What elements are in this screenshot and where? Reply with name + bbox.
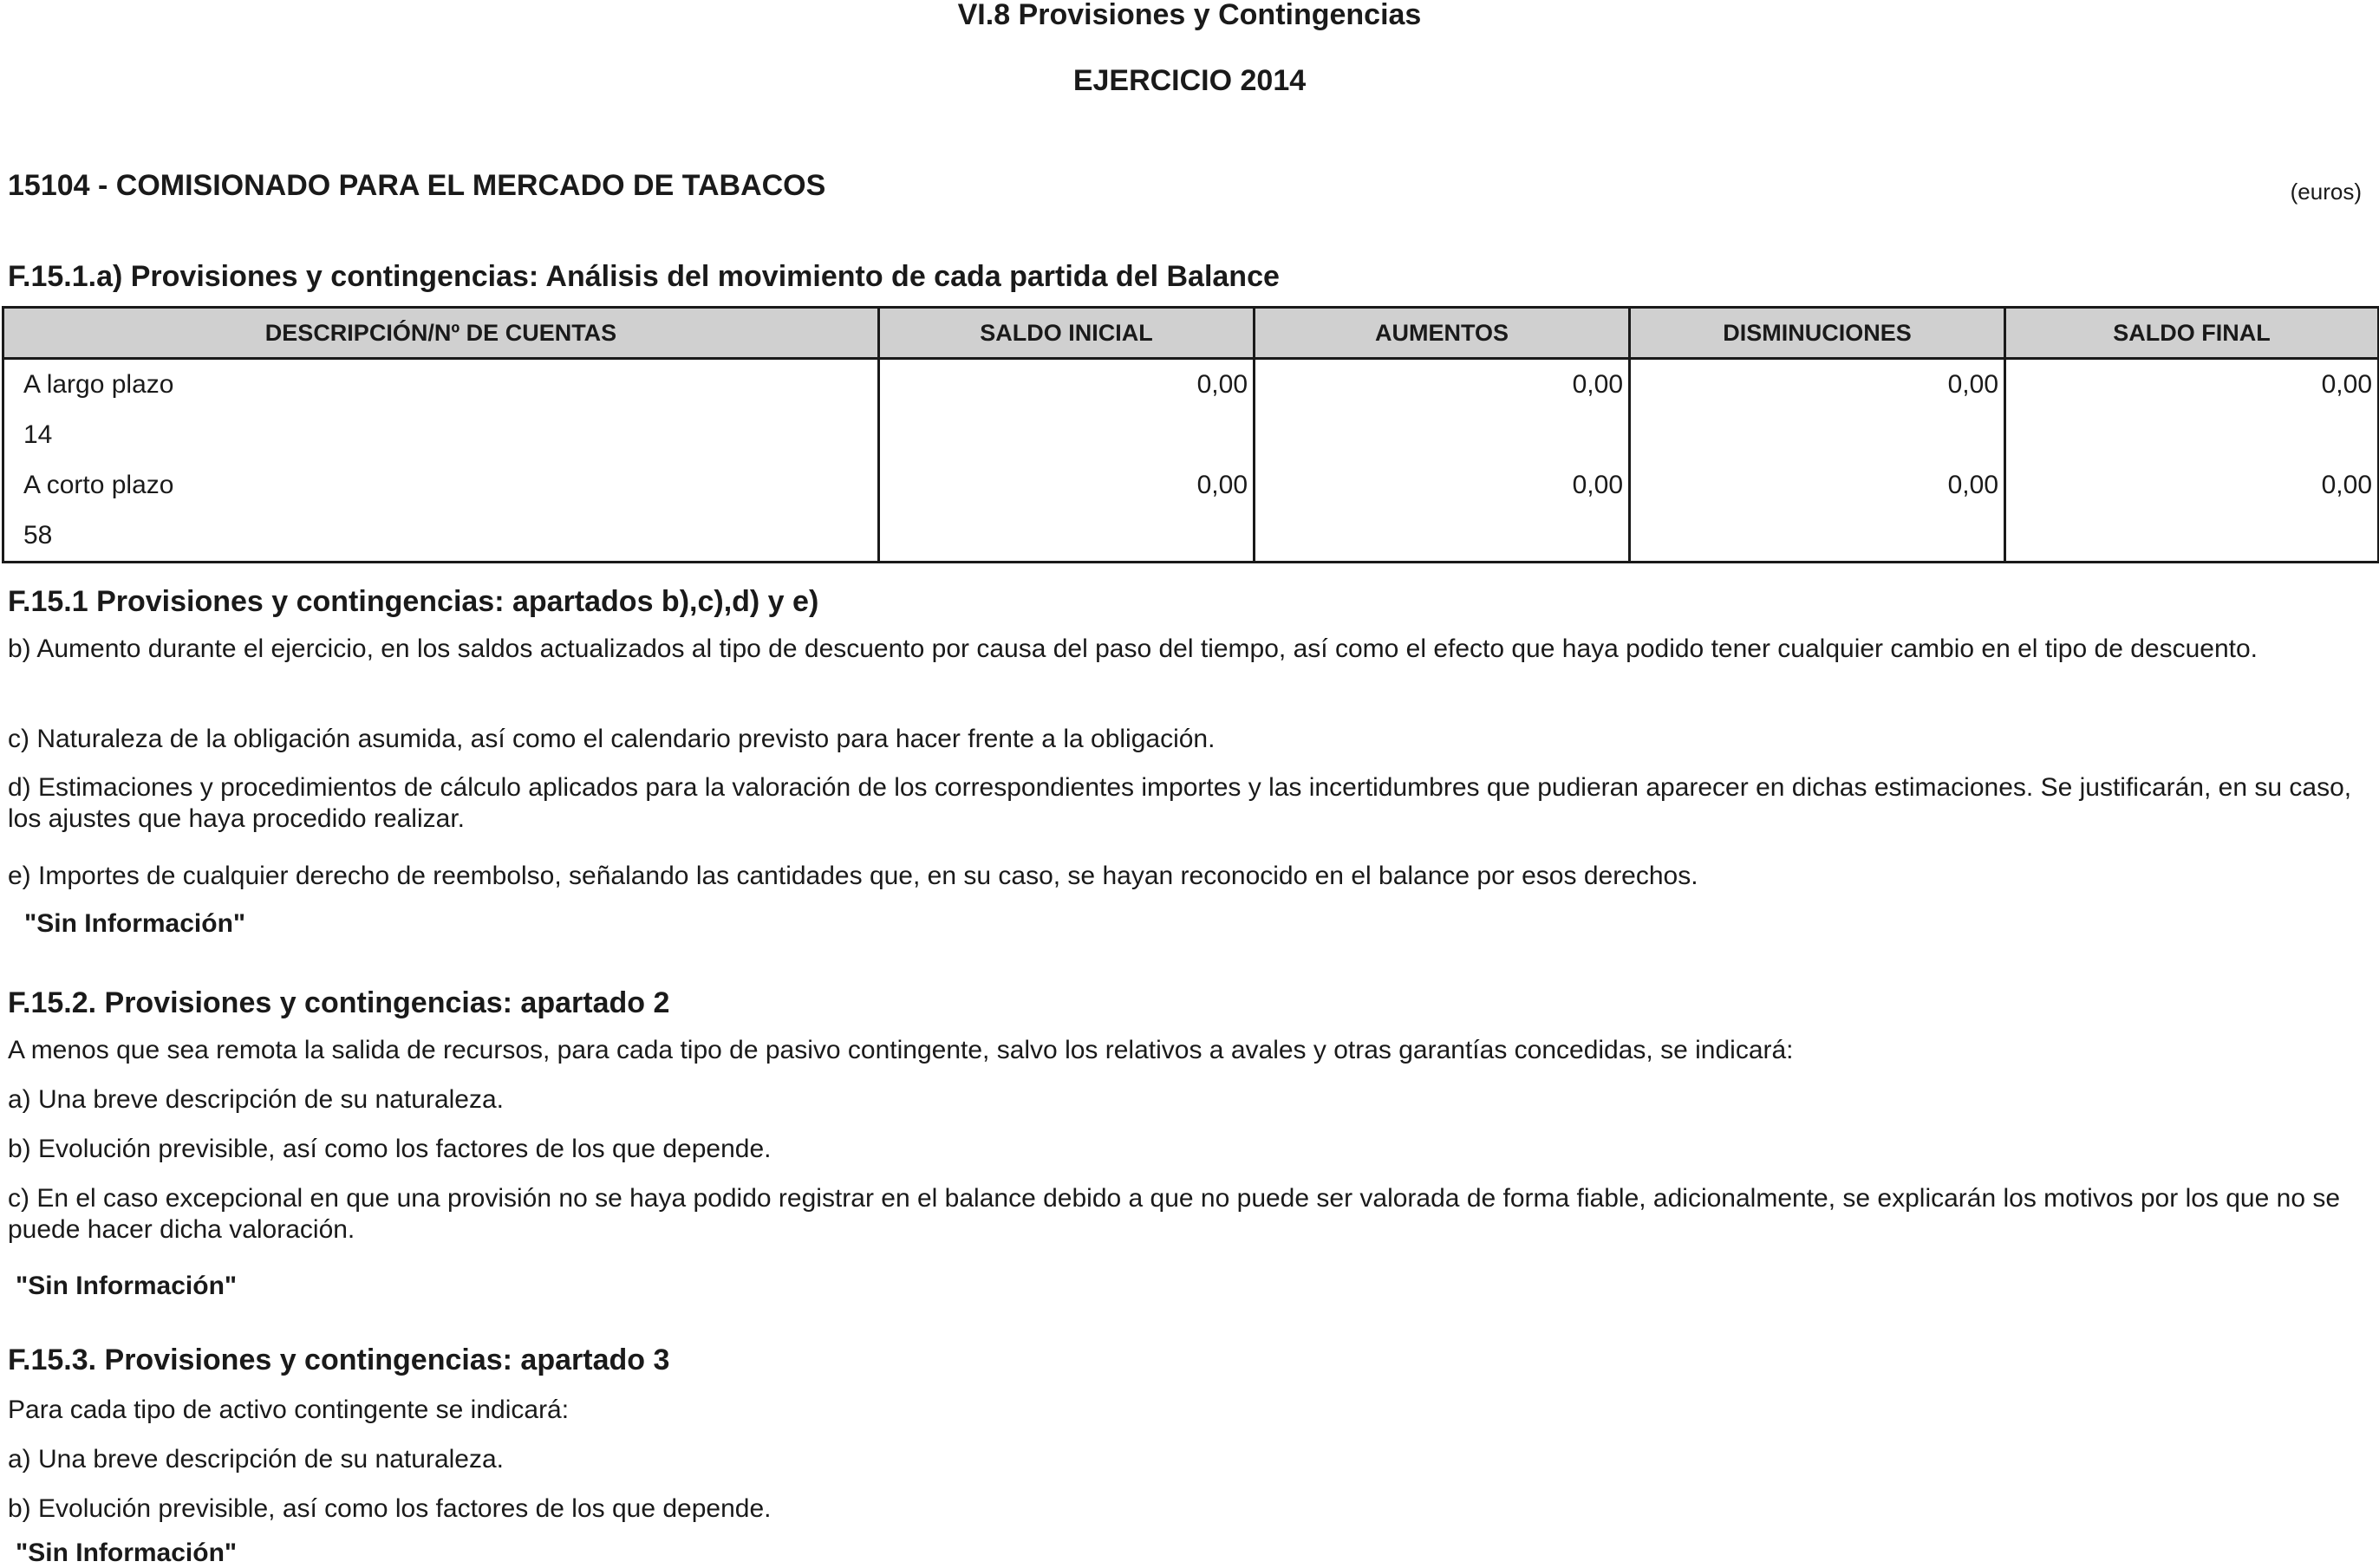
row-description: A corto plazo (3, 460, 879, 511)
f151-no-info: "Sin Información" (24, 909, 246, 938)
row-aumentos (1255, 511, 1630, 563)
balance-movement-table (2, 306, 2379, 563)
row-saldo-inicial (879, 410, 1255, 460)
f152-item-b: b) Evolución previsible, así como los factores de los que depende. (8, 1135, 772, 1163)
table-header-row (3, 308, 2379, 359)
f152-no-info: "Sin Información" (16, 1272, 238, 1300)
f153-title: F.15.3. Provisiones y contingencias: apartado 3 (8, 1344, 670, 1376)
row-description: 58 (3, 511, 879, 563)
row-saldo-inicial: 0,00 (879, 359, 1255, 411)
f151-item-c: c) Naturaleza de la obligación asumida, así como el calendario previsto para hacer frente a la obligación. (8, 725, 1216, 753)
row-aumentos: 0,00 (1255, 460, 1630, 511)
row-saldo-inicial (879, 511, 1255, 563)
col-header-saldo-final: SALDO FINAL (2005, 308, 2379, 359)
col-header-saldo-inicial: SALDO INICIAL (879, 308, 1255, 359)
f153-intro: Para cada tipo de activo contingente se indicará: (8, 1396, 570, 1424)
row-saldo-inicial: 0,00 (879, 460, 1255, 511)
row-saldo-final (2005, 511, 2379, 563)
section-title: VI.8 Provisiones y Contingencias (957, 0, 1422, 31)
f151-title: F.15.1 Provisiones y contingencias: apartados b),c),d) y e) (8, 585, 819, 618)
row-aumentos: 0,00 (1255, 359, 1630, 411)
row-disminuciones (1630, 511, 2005, 563)
f152-item-a: a) Una breve descripción de su naturaleza. (8, 1085, 504, 1114)
row-description: 14 (3, 410, 879, 460)
row-saldo-final: 0,00 (2005, 359, 2379, 411)
table-row (3, 460, 2379, 511)
f152-title: F.15.2. Provisiones y contingencias: apartado 2 (8, 986, 670, 1019)
f153-item-a: a) Una breve descripción de su naturaleza. (8, 1445, 504, 1474)
table-row (3, 359, 2379, 411)
f153-item-b: b) Evolución previsible, así como los factores de los que depende. (8, 1494, 772, 1523)
row-saldo-final: 0,00 (2005, 460, 2379, 511)
row-description: A largo plazo (3, 359, 879, 411)
f151-item-b: b) Aumento durante el ejercicio, en los saldos actualizados al tipo de descuento por causa del paso del tiempo, así como el efecto que haya podido tener cualquier cambio en el tipo de descuento. (8, 634, 2258, 663)
f152-item-c: c) En el caso excepcional en que una provisión no se haya podido registrar en el balance debido a que no puede ser valorada de forma fiable, adicionalmente, se explicarán los motivos por los que no se puede hacer dicha valoración. (8, 1184, 2341, 1244)
f151a-title: F.15.1.a) Provisiones y contingencias: Análisis del movimiento de cada partida del Balance (8, 260, 1280, 293)
f152-intro: A menos que sea remota la salida de recursos, para cada tipo de pasivo contingente, salvo los relativos a avales y otras garantías concedidas, se indicará: (8, 1036, 1794, 1064)
col-header-aumentos: AUMENTOS (1255, 308, 1630, 359)
exercise-year: EJERCICIO 2014 (1072, 64, 1307, 97)
table-row (3, 511, 2379, 563)
row-disminuciones: 0,00 (1630, 460, 2005, 511)
row-disminuciones (1630, 410, 2005, 460)
entity-name: 15104 - COMISIONADO PARA EL MERCADO DE TABACOS (8, 169, 826, 202)
col-header-description: DESCRIPCIÓN/Nº DE CUENTAS (3, 308, 879, 359)
row-aumentos (1255, 410, 1630, 460)
f151-item-e: e) Importes de cualquier derecho de reembolso, señalando las cantidades que, en su caso, se hayan reconocido en el balance por esos derechos. (8, 862, 1698, 890)
row-saldo-final (2005, 410, 2379, 460)
col-header-disminuciones: DISMINUCIONES (1630, 308, 2005, 359)
f151-item-d: d) Estimaciones y procedimientos de cálculo aplicados para la valoración de los correspondientes importes y las incertidumbres que pudieran aparecer en dichas estimaciones. Se justificarán, en su caso, los ajustes que haya procedido realizar. (8, 773, 2352, 833)
table-row (3, 410, 2379, 460)
units-label: (euros) (2290, 179, 2362, 205)
f153-no-info: "Sin Información" (16, 1539, 238, 1567)
row-disminuciones: 0,00 (1630, 359, 2005, 411)
